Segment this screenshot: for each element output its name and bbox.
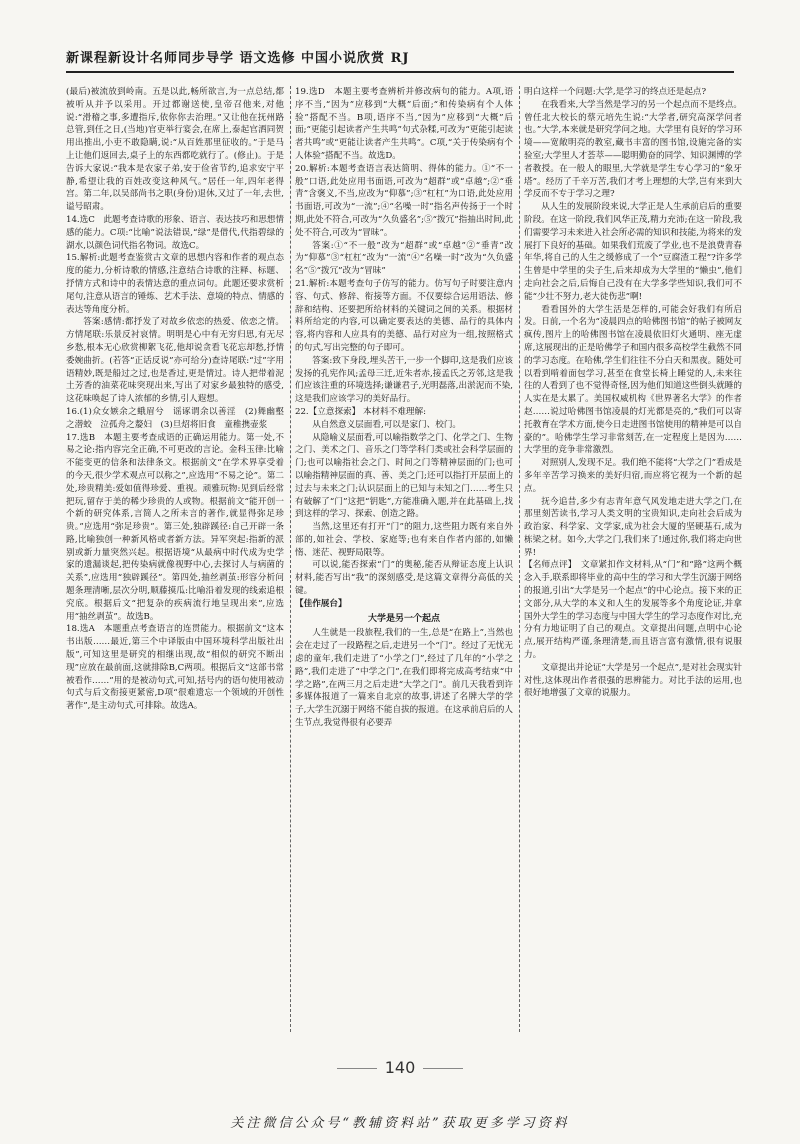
column-left bbox=[66, 86, 284, 1032]
page-number bbox=[0, 1058, 800, 1077]
essay-paragraph: 明白这样一个问题:大学,是学习的终点还是起点? bbox=[524, 87, 707, 97]
column-right bbox=[524, 86, 742, 1032]
page-number-value: 140 bbox=[384, 1058, 416, 1077]
page-footer bbox=[0, 1112, 800, 1131]
answer-17: 17.选B 本题主要考查成语的正确运用能力。第一处,不易之论:指内容完全正确,不可更改的言论。金科玉律:比喻不能变更的信条和法律条文。根据前文“在学术界享受着的今天,很少学术观点可以称之”,应选用“不易之论”。第二处,珍贵精美:爱如值得珍爱、重视。顽雅玩物:见到后经常把玩,留存于美的稀少珍贵的人或物。根据前文“能开创一个新的研究体系,言简人之所未言的著作,就显得弥足珍贵。”应选用“弥足珍贵”。第三处,独辟蹊径:自己开辟一条路,比喻独创一种新风格或者新方法。异军突起:指新的派别或新力量突然兴起。根据语境“从最病中时代成为史学家的遗漏谈起,把传染病就像视野中心,去探讨人与病菌的关系”,应选用“独辟蹊径”。第四处,抽丝剥茧:形容分析问题条理清晰,层次分明,顺藤摸瓜:比喻沿着发现的线索追根究底。根据后文“把复杂的疾病流行地呈现出来”,应选用“抽丝剥茧”。故选B。 bbox=[66, 432, 284, 622]
answer-15-key: 答案:感情:都抒发了对故乡依恋的热爱、依恋之情。方情尾联:乐景反衬哀情。明明是心中有无穷归思,有无尽乡愁,根本无心欣赏柳絮飞花,他却说贪看飞花忘却愁,抒情委婉曲折。(若答“正话反说”亦可给分)查诗尾联:“过”字用语精妙,既是船过之过,也是香过,更是情过。诗人把带着泥土芳香的油菜花味突现出来,写出了对家乡最独特的感受,这花味唤起了诗人浓郁的乡情,引人遐想。 bbox=[66, 317, 284, 405]
column-divider bbox=[519, 86, 520, 1032]
answer-20-key: 答案:①“不一般”改为“超群”或“卓越”②“垂青”改为“仰慕”③“杠杠”改为“一流”④“名噪一时”改为“久负盛名”⑤“拨冗”改为“冒昧” bbox=[295, 240, 513, 277]
paragraph: 当然,这里还有打开“门”的阻力,这些阻力既有来自外部的,如社会、学校、家庭等;也有来自作者内部的,如懒惰、迷茫、视野局限等。 bbox=[295, 522, 513, 558]
answer-16: 16.(1)众女嫉余之蛾眉兮 谣诼谓余以善淫 (2)舞幽壑之潜蛟 泣孤舟之嫠妇 (3)旦炤将旧食 童稚携壶浆 bbox=[66, 406, 284, 430]
paragraph: 可以说,能否探索“门”的奥秘,能否从辩证态度上认识材料,能否写出“我”的深刻感受,是这篇文章得分高低的关键。 bbox=[295, 560, 513, 597]
essay-paragraph: 在我看来,大学当然是学习的另一个起点而不是终点。曾任北大校长的蔡元培先生说:“大学者,研究高深学问者也。”大学,本来就是研究学问之地。大学里有良好的学习环境——宽敞明亮的教室,藏书丰富的图书馆,设施完备的实验室;大学里人才荟萃——聪明勤奋的同学、知识渊博的学者教授。在一般人的眼里,大学就是学生专心学习的“象牙塔”。经历了千辛万苦,我们才考上理想的大学,岂有来到大学反而不专于学习之理? bbox=[524, 99, 742, 200]
column-divider bbox=[290, 86, 291, 1032]
answer-18: 18.选A 本题重点考查语言的连贯能力。根据前文“这本书出版……最近,第三个中译版由中国环境科学出版社出版”,可知这里是研究的相继出现,故“相似的研究不断出现”应放在最前面,这就排除B,C两项。根据后文“这部书常被看作……”用的是被动句式,可知,括号内的语句使用被动句式与后文衔接更紧密,D项“很难遗忘一个领域的开创性著作”,是主动句式,可排除。故选A。 bbox=[66, 624, 284, 712]
section-label: 【佳作展台】 bbox=[295, 598, 347, 609]
paragraph: 从自然意义层面看,可以是家门、校门。 bbox=[312, 419, 462, 430]
column-middle bbox=[295, 86, 513, 1032]
teacher-comment: 【名师点评】 文章紧扣作文材料,从“门”和“路”这两个概念入手,联系即将毕业的高中生的学习和大学生沉溺于网络的报道,引出“大学是另一个起点”的中心论点。接下来的正文部分,从大学的本义和人生的发展等多个角度论证,并拿国外大学生的学习态度与中国大学生的学习态度作对比,充分有力地证明了自己的观点。文章提出问题,点明中心论点,展开结构严谨,条理清楚,而且语言富有激情,很有说服力。 bbox=[524, 560, 742, 661]
teacher-comment-cont: 文章提出并论证“大学是另一个起点”,是对社会现实针对性,这体现出作者很强的思辨能力。对比手法的运用,也很好地增强了文章的说服力。 bbox=[524, 662, 742, 699]
answer-21-key: 答案:致下身段,埋头苦干,一步一个脚印,这是我们应该发扬的孔宪作风;孟母三迁,近朱者赤,接孟氏之芳邻,这是我们应该注重的环境选择;谦谦君子,光明磊落,出淤泥而不染,这是我们应该学习的美好品行。 bbox=[295, 355, 513, 405]
answer-22-intro: 22.【立意探索】 本材料不难理解: bbox=[295, 406, 427, 417]
essay-paragraph: 对照别人,发现不足。我们绝不能将“大学之门”看成是多年辛苦学习换来的美好归宿,而应将它视为一个新的起点。 bbox=[524, 458, 742, 494]
answer-19: 19.选D 本题主要考查辨析并修改病句的能力。A项,语序不当,“因为”应移到“大概”后面;“和传染病有个人体验”搭配不当。B项,语序不当,“因为”应移到“大概”后面;“更能引起读者产生共鸣”句式杂糅,可改为“更能引起读者共鸣”或“更能让读者产生共鸣”。C项,“关于传染病有个人体验”搭配不当。故选D。 bbox=[295, 87, 513, 161]
page-number-rule bbox=[423, 1068, 463, 1069]
essay-title: 大学是另一个起点 bbox=[367, 613, 440, 624]
answer-15-analysis: 15.解析:此题考查鉴赏古文章的思想内容和作者的观点态度的能力,分析诗歌的情感,注意结合诗歌的注释、标题、抒情方式和诗中的表情达意的重点词句。此题还要求赏析尾句,注意从语言的锤炼、艺术手法、意境的特点、情感的表达等角度分析。 bbox=[66, 253, 284, 315]
page-header bbox=[66, 47, 734, 73]
page-number-rule bbox=[337, 1068, 377, 1069]
answer-21-analysis: 21.解析:本题考查句子仿写的能力。仿写句子时要注意内容、句式、修辞、衔接等方面。不仅要综合运用语法、修辞和结构、还要把所给材料的关键词之间的关系。根据材料所给定的内容,可以确定要表达的美德、品行的具体内容,将内容和人应具有的美德、品行对应为一组,按照格式的句式,写出完整的句子即可。 bbox=[295, 278, 513, 353]
answer-20-analysis: 20.解析:本题考查语言表达简明、得体的能力。①“不一般”口语,此处应用书面语,可改为“超群”或“卓越”;②“垂青”含褒义,不当,应改为“仰慕”;③“杠杠”为口语,此处应用书面语,可改为“一流”;④“名噪一时”指名声传扬于一个时期,此处不符合,可改为“久负盛名”;⑤“拨冗”指抽出时间,此处不符合,可改为“冒昧”。 bbox=[295, 163, 513, 238]
essay-paragraph: 人生就是一段旅程,我们的一生,总是“在路上”,当然也会在走过了一段路程之后,走进另一个“门”。经过了无忧无虑的童年,我们走进了“小学之门”,经过了几年的“小学之路”,我们走进了“中学之门”,在我们即将完成高考结束“中学之路”,在两三月之后走进“大学之门”。前几天我看到许多媒体报道了一篇来自北京的故事,讲述了名牌大学的学子,大学生沉溺于网络不能自拔的报道。在这承前启后的人生节点,我觉得很有必要弄 bbox=[295, 628, 513, 729]
header-title: 新课程新设计名师同步导学 语文选修 中国小说欣赏 RJ bbox=[66, 51, 410, 66]
answer-14: 14.选C 此题考查诗歌的形象、语言、表达技巧和思想情感的能力。C项:“比喻”说法错误,“绿”是借代,代指碧绿的湖水,以颜色词代指名物词。故选C。 bbox=[66, 214, 284, 251]
essay-paragraph: 看看国外的大学生活是怎样的,可能会好我们有所启发。日前,一个名为“凌晨四点的哈佛图书馆”的帖子被网友疯传,图片上的哈佛图书馆在凌晨依旧灯火通明、座无虚席,这展现出的正是哈佛学子和国内很多高校学生截然不同的学习态度。在哈佛,学生们往往不分白天和黑夜。随处可以看到啃着面包学习,甚至在食堂长椅上睡觉的人,未来往往的人看到了也不觉得奇怪,因为他们知道这些倒头就睡的人实在是太累了。美国权威机构《世界著名大学》的作者赵……说过哈佛图书馆凌晨的灯光都是亮的,“我们可以寄托教育在学术方面,使今日走进图书馆使用的精神是可以自豪的”。哈佛学生学习非常刻苦,在一定程度上是因为……大学里的竞争非常激烈。 bbox=[524, 304, 742, 456]
paragraph: (最后)被流放到岭南。五是以此,畅所欲言,为一点总结,都被听从并予以采用。开过都谢送使,皇帝召他来,对他说:“滑稽之事,多遭指斥,依你你去治理。”又让他在抚州路总管,到任之日,(当地)官吏举行宴会,在席上,泰起官洒同贺用出推出,小吏不敢隐瞒,说:“从百姓那里征收的。”于是马上让他们返回去,桌子上的东西都吃就行了。(修止)。于是告诉大家说:“我本是农家子弟,安于俭省节约,追求安宁平静,希望让我的百姓改变这种风气。”居任一年,四年老得宫。第二年,以吴部尚书之职(身份)退休,又过了一年,去世,谥号昭肃。 bbox=[66, 87, 284, 213]
essay-paragraph: 抚今追昔,多少有志青年意气风发地走进大学之门,在那里刻苦读书,学习人类文明的宝贵知识,走向社会后成为政治家、科学家、文学家,成为社会大厦的坚硬基石,成为栋梁之材。如今,大学之门,我们来了!通过你,我们将走向世界! bbox=[524, 496, 742, 558]
content-columns bbox=[66, 86, 742, 1032]
paragraph: 从隐喻义层面看,可以喻指数学之门、化学之门、生物之门、美术之门、音乐之门等学科门类或社会科学层面的门;也可以喻指社会之门、时间之门等精神层面的门;也可以喻指精神层面的真、善、美之门;还可以指打开层面上的过去与未来之门;认识层面上的已知与未知之门……考生只有破解了“门”这把“钥匙”,方能准确入题,并在此基础上,找到这样的学习、探索、创造之路。 bbox=[295, 432, 513, 520]
footer-text: 关注微信公众号“教辅资料站”获取更多学习资料 bbox=[230, 1116, 570, 1131]
essay-paragraph: 从人生的发展阶段来说,大学正是人生承前启后的重要阶段。在这一阶段,我们风华正茂,精力充沛;在这一阶段,我们需要学习未来进入社会所必需的知识和技能,为将来的发展打下良好的基础。如果我们荒废了学业,也不是浪费青春年华,将自己的人生之缓修成了一个“豆腐渣工程”?许多学生曾是中学里的尖子生,后来却成为大学里的“懒虫”,他们走向社会之后,后悔自己没有在大学多学些知识,我们可不能“少壮不努力,老大徒伤悲”啊! bbox=[524, 202, 742, 302]
